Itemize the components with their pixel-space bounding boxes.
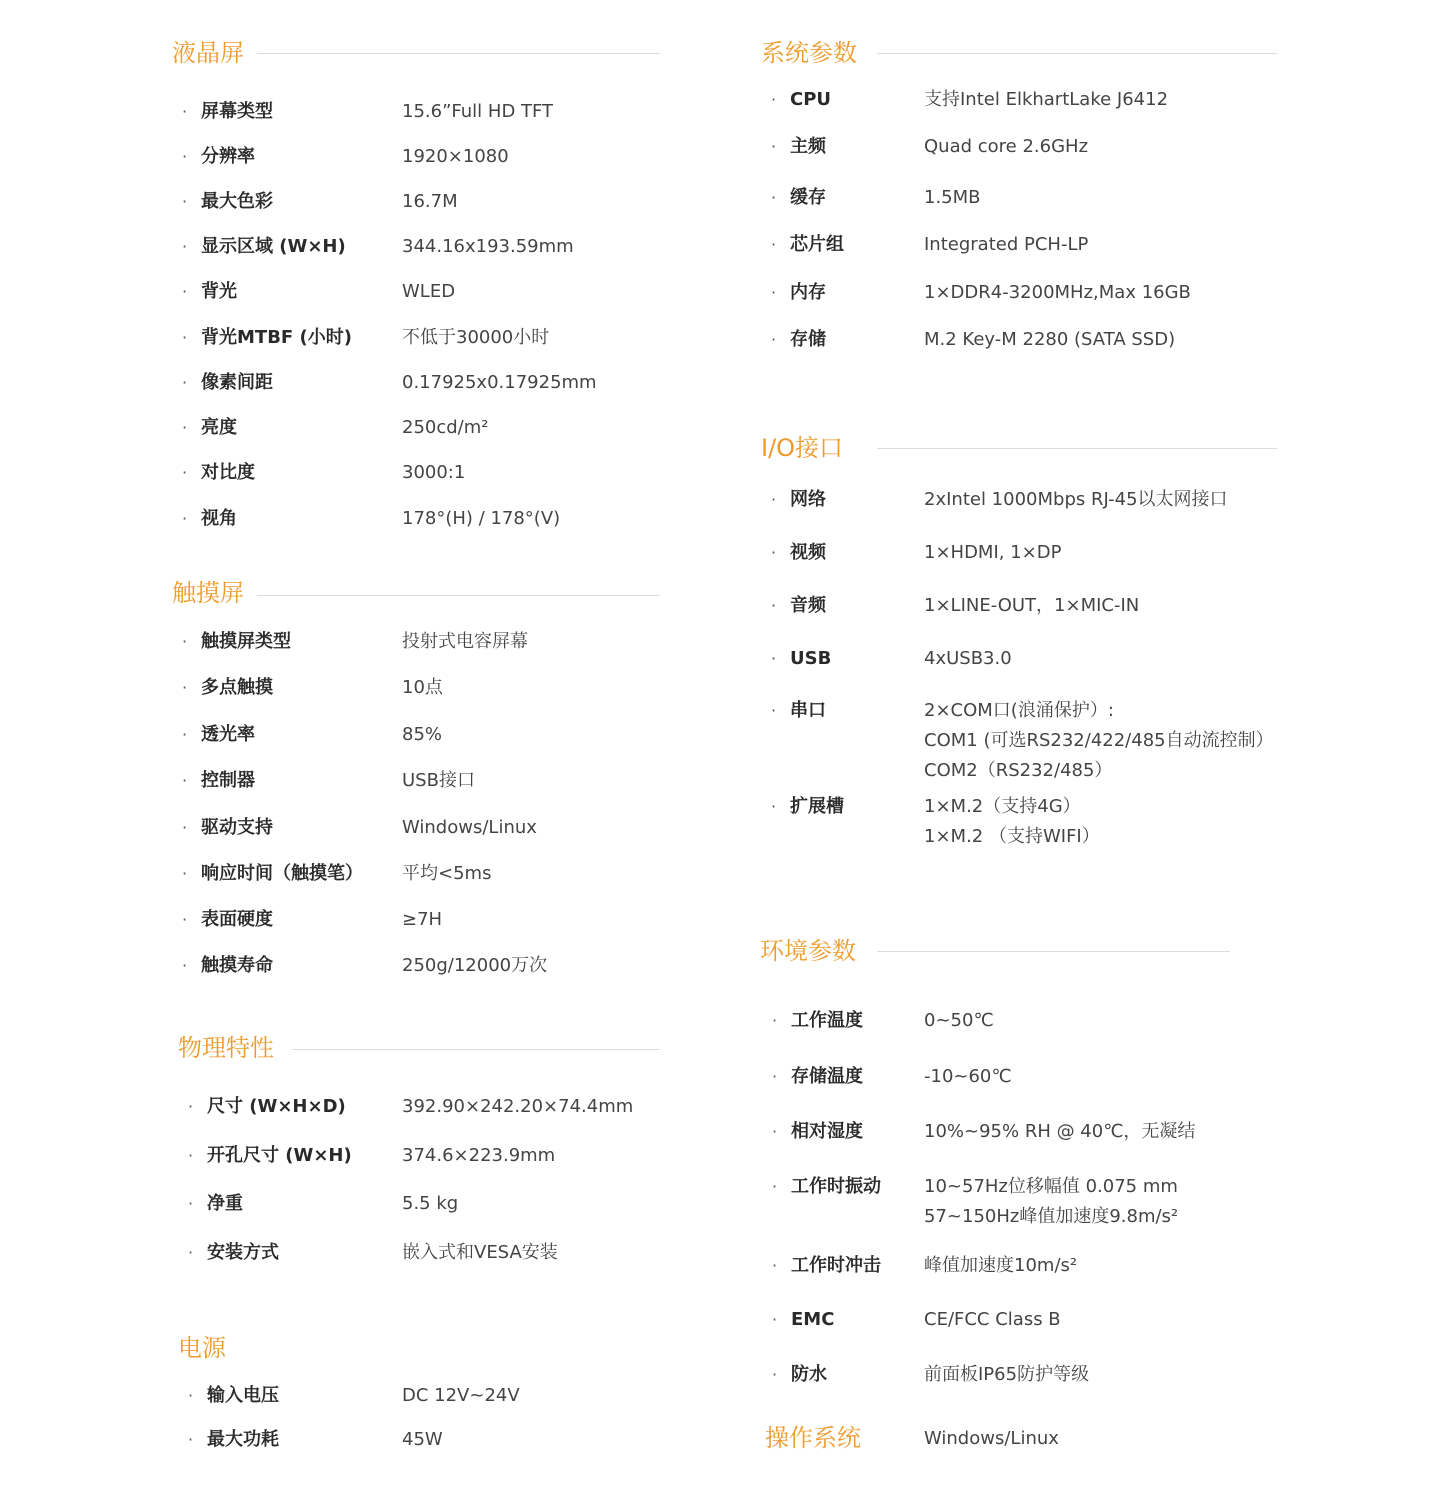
bullet-icon: · bbox=[182, 771, 188, 790]
bullet-icon: · bbox=[182, 632, 188, 651]
section-title-lcd: 液晶屏 bbox=[172, 39, 244, 67]
spec-value: 投射式电容屏幕 bbox=[402, 631, 528, 652]
section-title-env: 环境参数 bbox=[760, 937, 856, 965]
spec-value: 0.17925x0.17925mm bbox=[402, 372, 597, 393]
spec-label: 视角 bbox=[201, 508, 237, 529]
spec-value: 不低于30000小时 bbox=[402, 327, 550, 348]
spec-label: 内存 bbox=[790, 282, 826, 303]
bullet-icon: · bbox=[771, 90, 777, 109]
bullet-icon: · bbox=[188, 1430, 194, 1449]
spec-label: 串口 bbox=[790, 700, 826, 721]
spec-label: 显示区域 (W×H) bbox=[201, 236, 346, 257]
spec-value: 374.6×223.9mm bbox=[402, 1145, 556, 1166]
spec-value: 1×HDMI, 1×DP bbox=[924, 542, 1062, 563]
spec-label: 控制器 bbox=[201, 770, 255, 791]
spec-label: 相对湿度 bbox=[791, 1121, 863, 1142]
bullet-icon: · bbox=[188, 1386, 194, 1405]
spec-label: 最大功耗 bbox=[207, 1429, 279, 1450]
spec-value: 前面板IP65防护等级 bbox=[924, 1364, 1090, 1385]
spec-value: 344.16x193.59mm bbox=[402, 236, 574, 257]
bullet-icon: · bbox=[182, 147, 188, 166]
bullet-icon: · bbox=[182, 956, 188, 975]
bullet-icon: · bbox=[771, 235, 777, 254]
spec-value: 10点 bbox=[402, 677, 443, 698]
spec-label: USB bbox=[790, 648, 832, 669]
spec-value: 5.5 kg bbox=[402, 1193, 459, 1214]
bullet-icon: · bbox=[182, 864, 188, 883]
spec-value: 峰值加速度10m/s² bbox=[924, 1255, 1078, 1276]
spec-value: DC 12V~24V bbox=[402, 1385, 520, 1406]
spec-value: 15.6”Full HD TFT bbox=[402, 101, 554, 122]
spec-label: 亮度 bbox=[201, 417, 237, 438]
bullet-icon: · bbox=[772, 1067, 778, 1086]
spec-value: M.2 Key-M 2280 (SATA SSD) bbox=[924, 329, 1176, 350]
spec-value bbox=[924, 792, 1100, 852]
section-divider bbox=[877, 951, 1230, 952]
spec-value: 16.7M bbox=[402, 191, 458, 212]
spec-label: 开孔尺寸 (W×H) bbox=[207, 1145, 352, 1166]
spec-value: 1×LINE-OUT，1×MIC-IN bbox=[924, 595, 1140, 616]
bullet-icon: · bbox=[771, 188, 777, 207]
spec-value: 1.5MB bbox=[924, 187, 981, 208]
bullet-icon: · bbox=[182, 818, 188, 837]
section-title-io: I/O接口 bbox=[761, 434, 844, 462]
spec-label: 透光率 bbox=[201, 724, 255, 745]
spec-value: Windows/Linux bbox=[402, 817, 537, 838]
spec-label: 尺寸 (W×H×D) bbox=[207, 1096, 346, 1117]
spec-value: 10%~95% RH @ 40℃，无凝结 bbox=[924, 1121, 1196, 1142]
bullet-icon: · bbox=[182, 328, 188, 347]
section-title-touch: 触摸屏 bbox=[172, 579, 244, 607]
spec-label: 存储 bbox=[790, 329, 826, 350]
spec-value-line: 2×COM口(浪涌保护）: bbox=[924, 700, 1114, 721]
spec-label: 工作时冲击 bbox=[791, 1255, 881, 1276]
section-divider bbox=[877, 53, 1277, 54]
spec-label: 驱动支持 bbox=[201, 817, 273, 838]
spec-value: 392.90×242.20×74.4mm bbox=[402, 1096, 634, 1117]
spec-label: 多点触摸 bbox=[201, 677, 273, 698]
spec-label: 工作温度 bbox=[791, 1010, 863, 1031]
spec-label: 最大色彩 bbox=[201, 191, 273, 212]
spec-label: 对比度 bbox=[201, 462, 255, 483]
spec-value: Windows/Linux bbox=[924, 1428, 1059, 1449]
spec-value: 1×DDR4-3200MHz,Max 16GB bbox=[924, 282, 1191, 303]
bullet-icon: · bbox=[182, 725, 188, 744]
bullet-icon: · bbox=[182, 463, 188, 482]
spec-value: USB接口 bbox=[402, 770, 475, 791]
bullet-icon: · bbox=[771, 701, 777, 720]
bullet-icon: · bbox=[772, 1365, 778, 1384]
section-title-os: 操作系统 bbox=[765, 1424, 861, 1452]
section-divider bbox=[257, 595, 660, 596]
bullet-icon: · bbox=[771, 543, 777, 562]
bullet-icon: · bbox=[771, 330, 777, 349]
bullet-icon: · bbox=[772, 1011, 778, 1030]
bullet-icon: · bbox=[182, 373, 188, 392]
bullet-icon: · bbox=[188, 1146, 194, 1165]
bullet-icon: · bbox=[182, 102, 188, 121]
spec-value: 平均<5ms bbox=[402, 863, 492, 884]
spec-label: 像素间距 bbox=[201, 372, 273, 393]
spec-label: 屏幕类型 bbox=[201, 101, 273, 122]
spec-label: 扩展槽 bbox=[790, 796, 844, 817]
spec-value: 85% bbox=[402, 724, 443, 745]
spec-label: 触摸屏类型 bbox=[201, 631, 291, 652]
spec-label: 音频 bbox=[790, 595, 826, 616]
bullet-icon: · bbox=[771, 283, 777, 302]
spec-label: 缓存 bbox=[790, 187, 826, 208]
bullet-icon: · bbox=[182, 237, 188, 256]
bullet-icon: · bbox=[772, 1177, 778, 1196]
spec-label: 存储温度 bbox=[791, 1066, 863, 1087]
spec-label: 工作时振动 bbox=[791, 1176, 881, 1197]
bullet-icon: · bbox=[182, 678, 188, 697]
spec-value: 3000:1 bbox=[402, 462, 466, 483]
section-divider bbox=[292, 1049, 660, 1050]
spec-value: 4xUSB3.0 bbox=[924, 648, 1012, 669]
section-divider bbox=[877, 448, 1277, 449]
spec-label: 净重 bbox=[207, 1193, 243, 1214]
spec-value: 2xIntel 1000Mbps RJ-45以太网接口 bbox=[924, 489, 1228, 510]
spec-value: 178°(H) / 178°(V) bbox=[402, 508, 561, 529]
bullet-icon: · bbox=[772, 1310, 778, 1329]
section-title-system: 系统参数 bbox=[761, 39, 857, 67]
spec-value: Quad core 2.6GHz bbox=[924, 136, 1089, 157]
bullet-icon: · bbox=[182, 192, 188, 211]
bullet-icon: · bbox=[182, 910, 188, 929]
bullet-icon: · bbox=[771, 649, 777, 668]
bullet-icon: · bbox=[182, 509, 188, 528]
spec-label: 输入电压 bbox=[207, 1385, 279, 1406]
spec-value bbox=[924, 1172, 1178, 1232]
section-title-power: 电源 bbox=[178, 1334, 226, 1362]
bullet-icon: · bbox=[188, 1097, 194, 1116]
spec-value: CE/FCC Class B bbox=[924, 1309, 1061, 1330]
spec-value: 支持Intel ElkhartLake J6412 bbox=[924, 89, 1169, 110]
spec-label: 触摸寿命 bbox=[201, 955, 273, 976]
bullet-icon: · bbox=[771, 137, 777, 156]
spec-value: -10~60℃ bbox=[924, 1066, 1012, 1087]
spec-label: 安装方式 bbox=[207, 1242, 279, 1263]
spec-value: 250cd/m² bbox=[402, 417, 489, 438]
spec-label: EMC bbox=[791, 1309, 835, 1330]
bullet-icon: · bbox=[182, 282, 188, 301]
spec-value-line: 10~57Hz位移幅值 0.075 mm bbox=[924, 1176, 1178, 1197]
bullet-icon: · bbox=[772, 1122, 778, 1141]
section-divider bbox=[257, 53, 660, 54]
bullet-icon: · bbox=[771, 797, 777, 816]
bullet-icon: · bbox=[182, 418, 188, 437]
spec-label: 分辨率 bbox=[201, 146, 255, 167]
spec-value-line: COM2（RS232/485） bbox=[924, 760, 1113, 781]
spec-label: 响应时间（触摸笔） bbox=[201, 863, 363, 884]
bullet-icon: · bbox=[771, 596, 777, 615]
spec-value: 45W bbox=[402, 1429, 443, 1450]
spec-label: 芯片组 bbox=[790, 234, 844, 255]
spec-value: 250g/12000万次 bbox=[402, 955, 548, 976]
spec-value bbox=[924, 696, 1274, 786]
spec-value-line: 1×M.2 （支持WIFI） bbox=[924, 826, 1100, 847]
spec-value: 嵌入式和VESA安装 bbox=[402, 1242, 558, 1263]
spec-label: CPU bbox=[790, 89, 832, 110]
spec-value: ≥7H bbox=[402, 909, 443, 930]
spec-value: 0~50℃ bbox=[924, 1010, 994, 1031]
spec-label: 网络 bbox=[790, 489, 826, 510]
spec-value-line: 57~150Hz峰值加速度9.8m/s² bbox=[924, 1206, 1179, 1227]
spec-value-line: 1×M.2（支持4G） bbox=[924, 796, 1081, 817]
spec-value: 1920×1080 bbox=[402, 146, 509, 167]
spec-value: Integrated PCH-LP bbox=[924, 234, 1089, 255]
spec-label: 背光 bbox=[201, 281, 237, 302]
bullet-icon: · bbox=[188, 1243, 194, 1262]
spec-value-line: COM1 (可选RS232/422/485自动流控制） bbox=[924, 730, 1274, 751]
spec-label: 防水 bbox=[791, 1364, 827, 1385]
spec-label: 背光MTBF (小时) bbox=[201, 327, 352, 348]
spec-label: 主频 bbox=[790, 136, 826, 157]
bullet-icon: · bbox=[771, 490, 777, 509]
section-title-physical: 物理特性 bbox=[178, 1034, 274, 1062]
spec-label: 视频 bbox=[790, 542, 826, 563]
spec-label: 表面硬度 bbox=[201, 909, 273, 930]
bullet-icon: · bbox=[188, 1194, 194, 1213]
spec-value: WLED bbox=[402, 281, 456, 302]
bullet-icon: · bbox=[772, 1256, 778, 1275]
